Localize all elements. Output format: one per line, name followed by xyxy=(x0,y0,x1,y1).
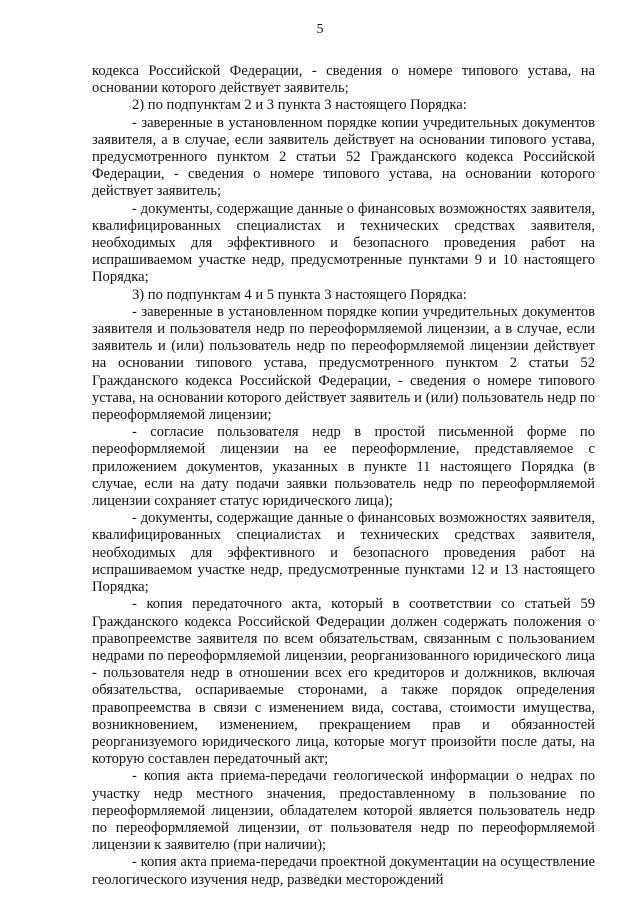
paragraph: - согласие пользователя недр в простой письменной форме по переоформляемой лицензии на ее переоформление, представляемое с приложением документов, указанных в пункте 11 настоящего Порядка (в случае, если на дату подачи заявки пользователь недр по переоформляемой лицензии сохраняет статус юридического лица); xyxy=(92,424,595,510)
paragraph: - копия передаточного акта, который в соответствии со статьей 59 Гражданского кодекса Российской Федерации должен содержать положения о правопреемстве заявителя по всем обязательствам, связанным с пользованием недрами по переоформляемой лицензии, реорганизованного юридического лица - пользователя недр в отношении всех его кредиторов и должников, включая обязательства, оспариваемые сторонами, а также порядок определения правопреемства в связи с изменением вида, состава, стоимости имущества, возникновением, изменением, прекращением прав и обязанностей реорганизуемого юридического лица, которые могут произойти после даты, на которую составлен передаточный акт; xyxy=(92,596,595,768)
paragraph: - заверенные в установленном порядке копии учредительных документов заявителя, а в случае, если заявитель действует на основании типового устава, предусмотренного пунктом 2 статьи 52 Гражданского кодекса Российской Федерации, - сведения о номере типового устава, на основании которого действует заявитель; xyxy=(92,114,595,200)
paragraph: 3) по подпунктам 4 и 5 пункта 3 настоящего Порядка: xyxy=(132,286,467,303)
paragraph: - заверенные в установленном порядке копии учредительных документов заявителя и пользователя недр по переоформляемой лицензии, а в случае, если заявитель и (или) пользователь недр по переоформляемой лицензии действует на основании типового устава, предусмотренного пунктом 2 статьи 52 Гражданского кодекса Российской Федерации, - сведения о номере типового устава, на основании которого действует заявитель и (или) пользователь недр по переоформляемой лицензии; xyxy=(92,303,595,424)
paragraph: кодекса Российской Федерации, - сведения о номере типового устава, на основании которого действует заявитель; xyxy=(92,63,595,97)
paragraph: - документы, содержащие данные о финансовых возможностях заявителя, квалифицированных специалистах и технических средствах заявителя, необходимых для эффективного и безопасного проведения работ на испрашиваемом участке недр, предусмотренные пунктами 12 и 13 настоящего Порядка; xyxy=(92,510,595,596)
paragraph: 2) по подпунктам 2 и 3 пункта 3 настоящего Порядка: xyxy=(132,97,467,114)
document-body xyxy=(92,63,595,889)
paragraph: - копия акта приема-передачи проектной документации на осуществление геологического изучения недр, разведки месторождений xyxy=(92,854,595,888)
paragraph: - копия акта приема-передачи геологической информации о недрах по участку недр местного значения, предоставленному в пользование по переоформляемой лицензии, обладателем которой является пользователь недр по переоформляемой лицензии, от пользователя недр по переоформляемой лицензии к заявителю (при наличии); xyxy=(92,768,595,854)
page-number: 5 xyxy=(316,22,324,37)
paragraph: - документы, содержащие данные о финансовых возможностях заявителя, квалифицированных специалистах и технических средствах заявителя, необходимых для эффективного и безопасного проведения работ на испрашиваемом участке недр, предусмотренные пунктами 9 и 10 настоящего Порядка; xyxy=(92,200,595,286)
